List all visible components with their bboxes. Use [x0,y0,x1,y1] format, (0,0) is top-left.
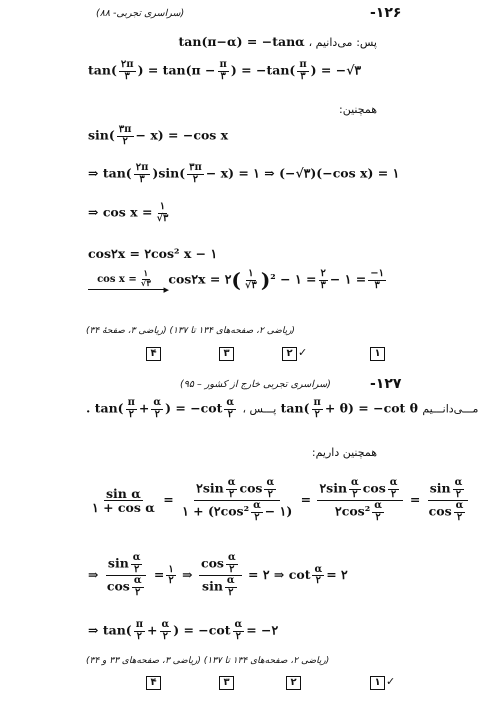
question-number: -۱۲۷ [370,376,402,392]
question-source: (سراسری تجربی خارج از کشور – ۹۵) [180,379,331,390]
option-4[interactable]: ۴ [146,676,161,690]
equation-line-3: ⇒ tan( $\frac{۲\pi}{۳}$ )sin( $\frac{۳\pi}{۲}$ − x) = ۱ ⇒ (−√۳)(−cos x) = ۱ [88,162,400,185]
equation-big-fraction: $\frac{\text{sin α}}{\text{۱ + cos α}}$ = ۲sin $\frac{\alpha}{۲}$ cos $\frac{\alpha}{۲}$ ۱ + (۲cos² $\frac{\alpha}{۲}$ − ۱) = ۲sin $\frac{\alpha}{۲}$ cos $\frac{\alpha}{۲}$ ۲cos² $\frac{\alpha}{۲}$ = sin $\frac{\alpha}{۲}$ cos $\frac{\alpha}{۲}$ [88,478,471,523]
option-3[interactable]: ۳ [219,676,234,690]
option-3[interactable]: ۳ [219,347,234,361]
option-1[interactable]: ۱ [370,347,385,361]
option-4[interactable]: ۴ [146,347,161,361]
equation-line-4: ⇒ cos x = $\frac{۱}{√۳}$ [88,201,169,224]
option-2[interactable]: ۲ [286,676,301,690]
correct-check-icon: ✓ [386,675,396,688]
equation-line-1: tan( $\frac{۲\pi}{۳}$ ) = tan(π − $\frac{\pi}{۳}$ ) = −tan( $\frac{\pi}{۳}$ ) = −√۳ [88,59,362,82]
reference-text: (ریاضی ۲، صفحه‌های ۱۳۴ تا ۱۳۷) (ریاضی ۳، صفحه‌های ۳۳ و ۳۴) [86,656,330,666]
equation-line-6: cos x = $\frac{۱}{√۳}$ ▸ cos۲x = ۲( $\frac{۱}{√۳}$ )² − ۱ = $\frac{۲}{۳}$ − ۱ = $\frac{-۱}{۳}$ [88,268,388,292]
implication-arrow: cos x = $\frac{۱}{√۳}$ ▸ [88,270,164,290]
option-1[interactable]: ۱ [370,676,385,690]
option-2[interactable]: ۲ [282,347,297,361]
also-label: همچنین: [339,103,377,116]
also-label: همچنین داریم: [311,446,377,459]
equation-line-3: ⇒ tan( $\frac{\pi}{۲}$ + $\frac{\alpha}{۲}$ ) = −cot $\frac{\alpha}{۲}$ = −۲ [88,619,279,642]
equation-line-2: ⇒ sin $\frac{\alpha}{۲}$ cos $\frac{\alpha}{۲}$ = $\frac{۱}{۲}$ ⇒ cos $\frac{\alpha}{۲}$ sin $\frac{\alpha}{۲}$ = ۲ ⇒ cot $\frac{\alpha}{۲}$ = ۲ [88,552,348,598]
question-number: -۱۲۶ [370,5,402,21]
equation-line-2: sin( $\frac{۳\pi}{۲}$ − x) = −cos x [88,124,229,147]
reference-text: (ریاضی ۲، صفحه‌های ۱۳۴ تا ۱۳۷) (ریاضی ۳، صفحهٔ ۳۴) [86,326,295,336]
intro-text: می‌دانیم [315,36,353,49]
equation-line-5: cos۲x = ۲cos² x − ۱ [88,246,218,261]
correct-check-icon: ✓ [298,346,308,359]
intro-expression: tan(π−α) = −tanα [178,34,305,49]
intro-line [179,34,377,49]
question-source: (سراسری تجربی- ۸۸) [96,8,185,19]
intro-line: . tan( $\frac{\pi}{۲}$ + $\frac{\alpha}{۲}$ ) = −cot $\frac{\alpha}{۲}$ ، پـــس tan( $\frac{\pi}{۲}$ + θ) = −cot θ مـــی‌دانـــیم [86,397,478,420]
intro-tail: ، پس: [308,36,377,49]
